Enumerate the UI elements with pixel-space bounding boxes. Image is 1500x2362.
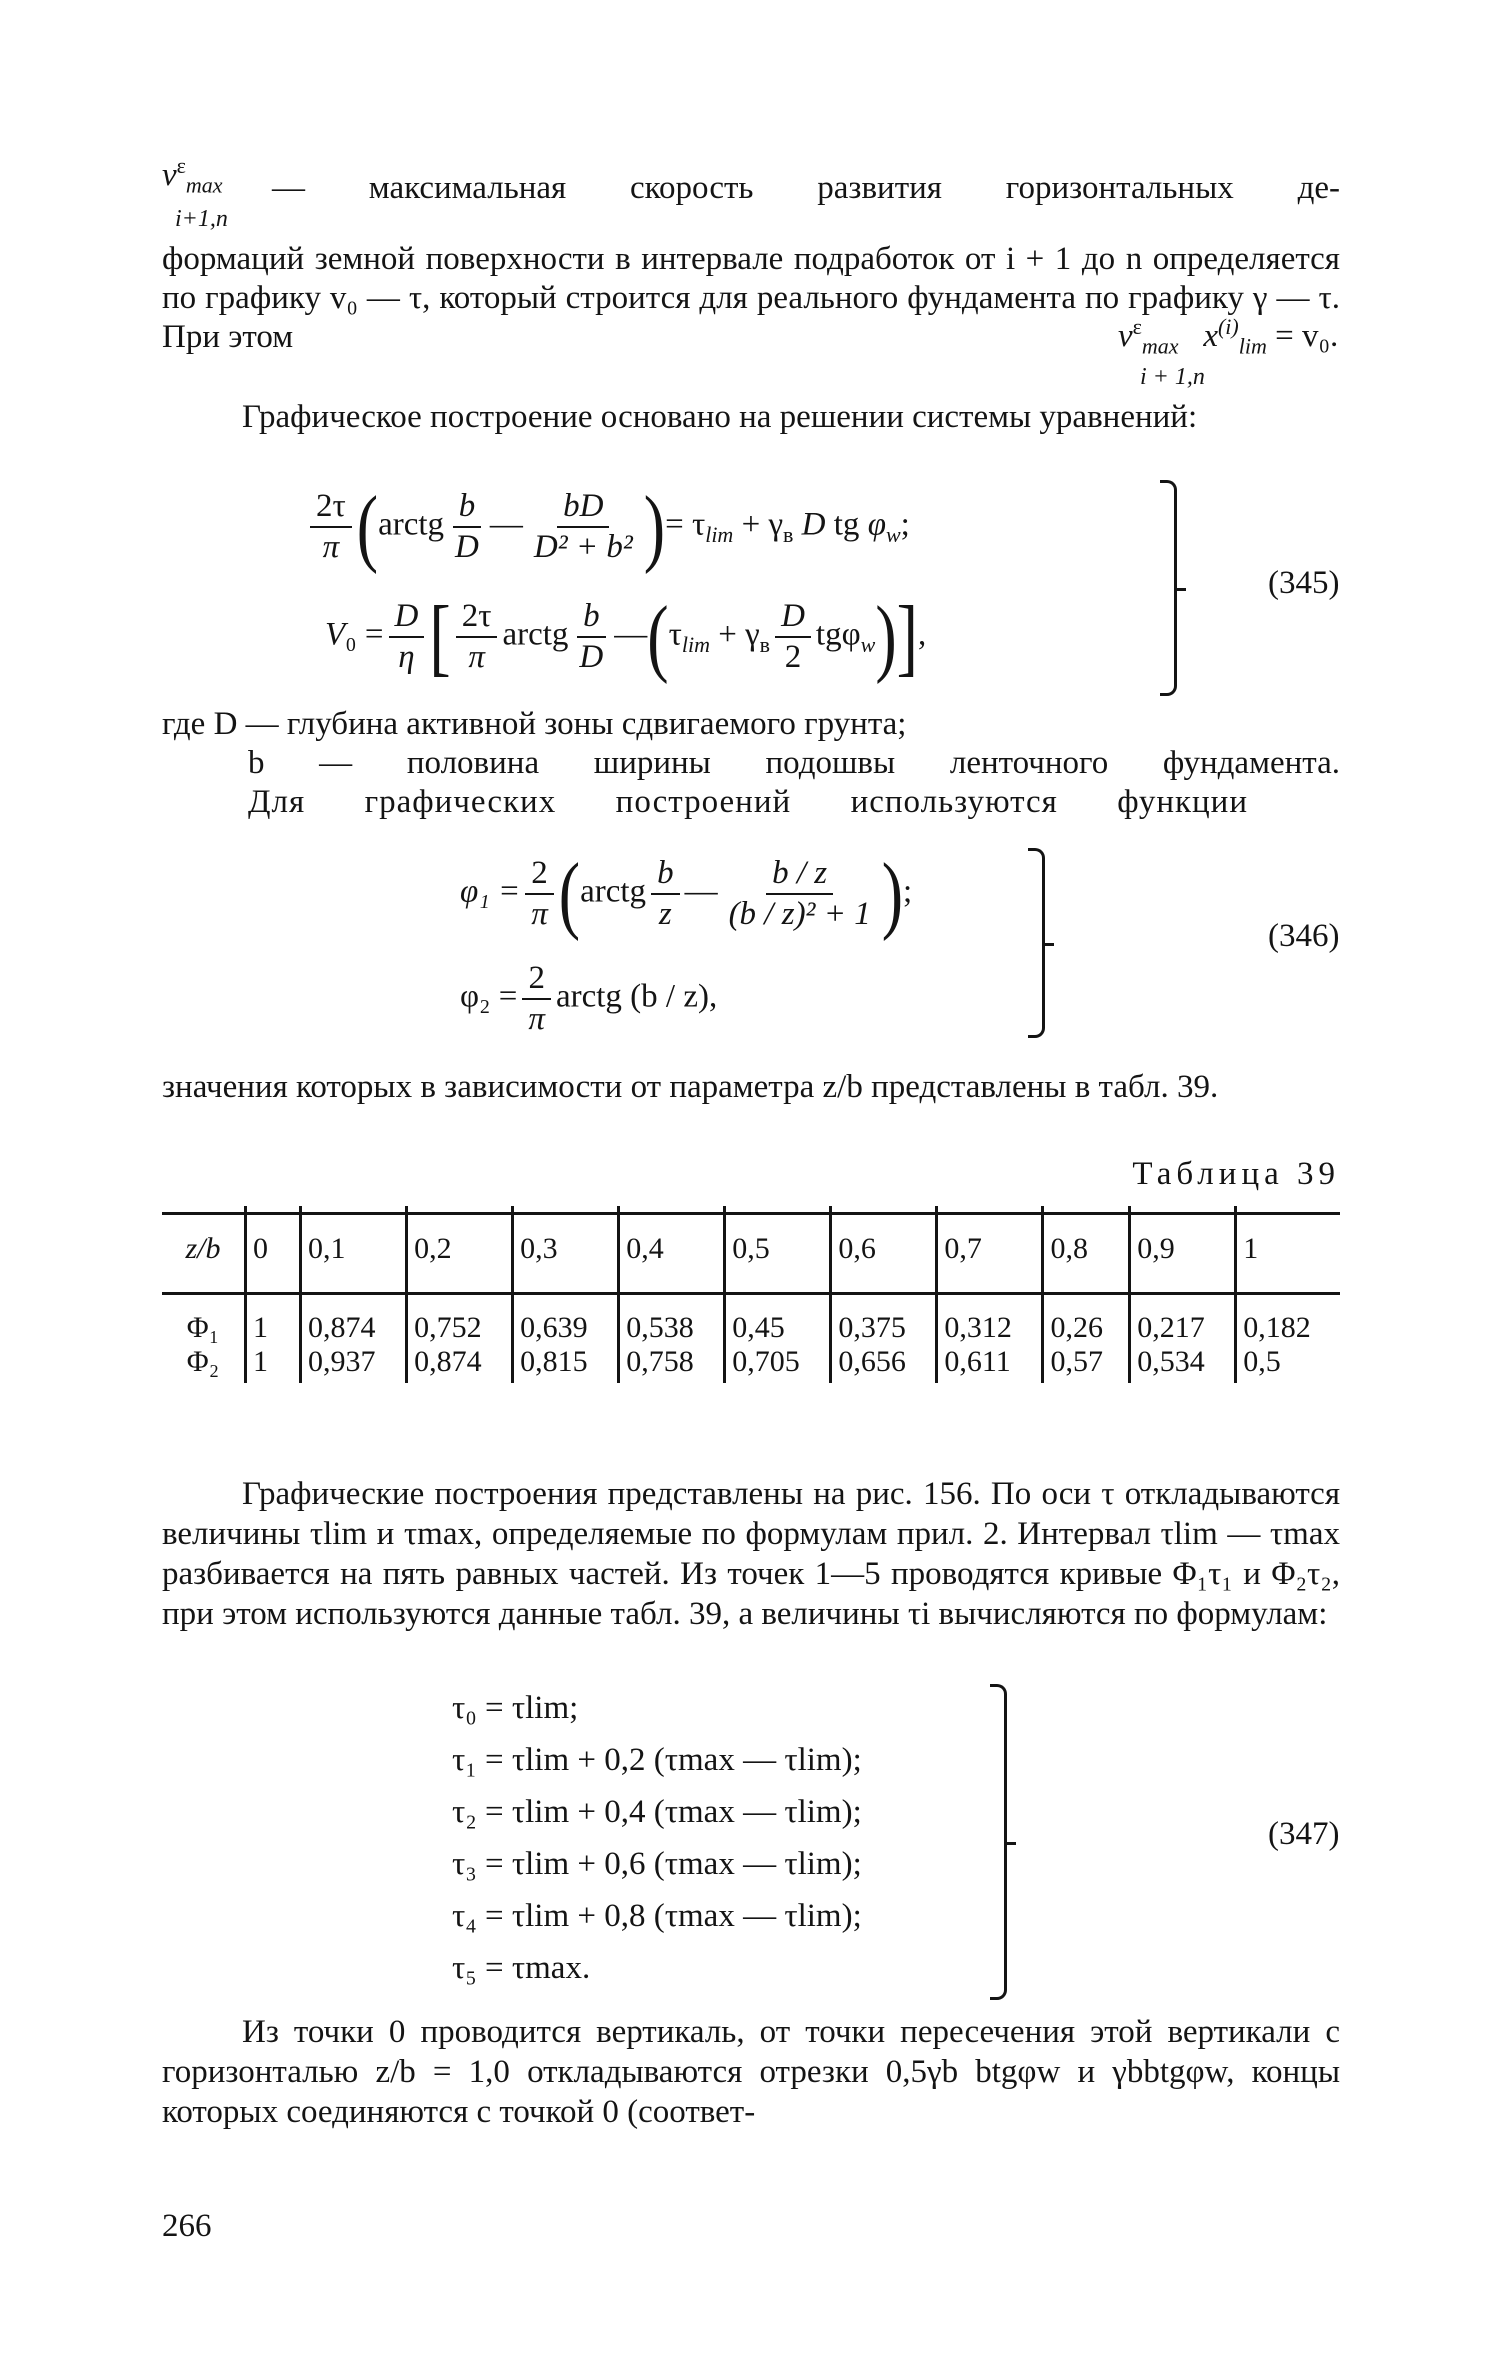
eq345-number: (345) xyxy=(1268,565,1340,601)
table-cell: Φ₂ xyxy=(186,1345,220,1378)
where-line3: Для графических построений используются функции xyxy=(248,784,1248,820)
table-cell: 0,656 xyxy=(831,1345,937,1383)
eq345-row1: $\frac{2\tau}{\pi}$ (arctg $\frac{b}{D}$ — $\frac{bD}{\text{D² + b²}}$ )= $\tau_{lim} + \gamma_в$ D tg $\varphi_w$; xyxy=(305,488,910,566)
eq346-brace xyxy=(1028,848,1045,1038)
table-cell: 0,57 xyxy=(1043,1345,1130,1383)
para4: Графические построения представлены на рис. 156. По оси τ откладываются величины τlim и τmax, определяемые по формулам прил. 2. Интервал τlim — τmax разбивается на пять равных частей. Из точек 1—5 проводятся кривые Φ₁τ₁ и Φ₂τ₂, при этом используются данные табл. 39, а величины τi вычисляются по формулам: xyxy=(162,1476,1340,1632)
eq346-row1: φ₁ = $\frac{2}{\pi}$ (arctg $\frac{b}{z}$ — $\frac{b / z}{\text{(b / z)² + 1}}$ ); xyxy=(460,845,913,942)
table-cell: 0,312 xyxy=(937,1294,1043,1346)
table-cell: 0,937 xyxy=(301,1345,407,1383)
para1-tail: $v^\varepsilon_{max}$ $x^{(i)}_{lim} = v_0$. xyxy=(1118,314,1339,359)
eq347-line: τ₂ = τlim + 0,4 (τmax — τlim); xyxy=(452,1794,862,1830)
para3: значения которых в зависимости от параметра z/b представлены в табл. 39. xyxy=(162,1069,1219,1105)
para1-line1: — максимальная скорость развития горизонтальных де- xyxy=(272,170,1340,206)
table-header-cell: 0,3 xyxy=(513,1206,619,1294)
table-cell: 0,752 xyxy=(407,1294,513,1346)
table-cell: 0,611 xyxy=(937,1345,1043,1383)
table-caption: Таблица 39 xyxy=(1132,1156,1340,1192)
para1-tail-sub: i + 1,n xyxy=(1140,364,1205,390)
table-header-cell: 0,7 xyxy=(937,1206,1043,1294)
para1-text: формаций земной поверхности в интервале подработок от i + 1 до n определяется по графику v₀ — τ, который строится для реального фундамента по графику γ — τ. При этом xyxy=(162,241,1340,355)
para5: Из точки 0 проводится вертикаль, от точки пересечения этой вертикали с горизонталью z/b = 1,0 откладываются отрезки 0,5γb btgφw и γbbtgφw, концы которых соединяются с точкой 0 (соответ- xyxy=(162,2014,1340,2130)
table-header-cell: 0,2 xyxy=(407,1206,513,1294)
table-cell: 0,26 xyxy=(1043,1294,1130,1346)
table-cell: 0,217 xyxy=(1130,1294,1236,1346)
eq346-row2: φ₂ = $\frac{2}{\pi}$ arctg (b / z), xyxy=(460,960,718,1037)
page-number: 266 xyxy=(162,2208,212,2244)
table-39 xyxy=(162,1206,1340,1383)
table-header-row xyxy=(162,1206,1340,1294)
table-cell: 0,182 xyxy=(1236,1294,1340,1346)
table-cell: 0,639 xyxy=(513,1294,619,1346)
where-line2: b — половина ширины подошвы ленточного фундамента. xyxy=(248,745,1340,781)
table-header-cell: z/b xyxy=(185,1232,221,1265)
eq347-line: τ₁ = τlim + 0,2 (τmax — τlim); xyxy=(452,1742,862,1778)
table-cell: 1 xyxy=(246,1345,301,1383)
where-line1: где D — глубина активной зоны сдвигаемого грунта; xyxy=(162,706,907,742)
table-header-cell: 0,9 xyxy=(1130,1206,1236,1294)
table-header-cell: 0,8 xyxy=(1043,1206,1130,1294)
table-cell: 0,874 xyxy=(301,1294,407,1346)
table-header-cell: 1 xyxy=(1236,1206,1340,1294)
table-cell: Φ₁ xyxy=(186,1311,220,1344)
table-cell: 0,375 xyxy=(831,1294,937,1346)
vmax-symbol: $v^\varepsilon_{max}$ xyxy=(162,153,223,198)
table-row xyxy=(162,1294,1340,1346)
eq347-line: τ₅ = τmax. xyxy=(452,1950,591,1986)
eq347-line: τ₀ = τlim; xyxy=(452,1690,579,1726)
eq347-brace xyxy=(990,1684,1007,2000)
eq345-row2: V₀ = $\frac{D}{\eta}$ [ $\frac{2\tau}{\pi}$ arctg $\frac{b}{D}$ $—(\tau_{lim} + \gamma_в$ $\frac{D}{2}$ tgφ$_w$)], xyxy=(325,588,927,685)
eq346-number: (346) xyxy=(1268,918,1340,954)
table-cell: 0,815 xyxy=(513,1345,619,1383)
eq345-brace xyxy=(1160,480,1177,696)
eq347-line: τ₄ = τlim + 0,8 (τmax — τlim); xyxy=(452,1898,862,1934)
para2: Графическое построение основано на решении системы уравнений: xyxy=(242,399,1198,435)
eq347-line: τ₃ = τlim + 0,6 (τmax — τlim); xyxy=(452,1846,862,1882)
vmax-subscript: i+1,n xyxy=(175,206,228,232)
table-header-cell: 0,1 xyxy=(301,1206,407,1294)
table-header-cell: 0,4 xyxy=(619,1206,725,1294)
table-cell: 1 xyxy=(246,1294,301,1346)
table-cell: 0,5 xyxy=(1236,1345,1340,1383)
table-cell: 0,758 xyxy=(619,1345,725,1383)
table-header-cell: 0,5 xyxy=(725,1206,831,1294)
eq347-number: (347) xyxy=(1268,1816,1340,1852)
table-cell: 0,538 xyxy=(619,1294,725,1346)
table-cell: 0,534 xyxy=(1130,1345,1236,1383)
table-cell: 0,874 xyxy=(407,1345,513,1383)
table-cell: 0,45 xyxy=(725,1294,831,1346)
table-header-cell: 0,6 xyxy=(831,1206,937,1294)
table-row xyxy=(162,1345,1340,1383)
table-cell: 0,705 xyxy=(725,1345,831,1383)
table-header-cell: 0 xyxy=(246,1206,301,1294)
